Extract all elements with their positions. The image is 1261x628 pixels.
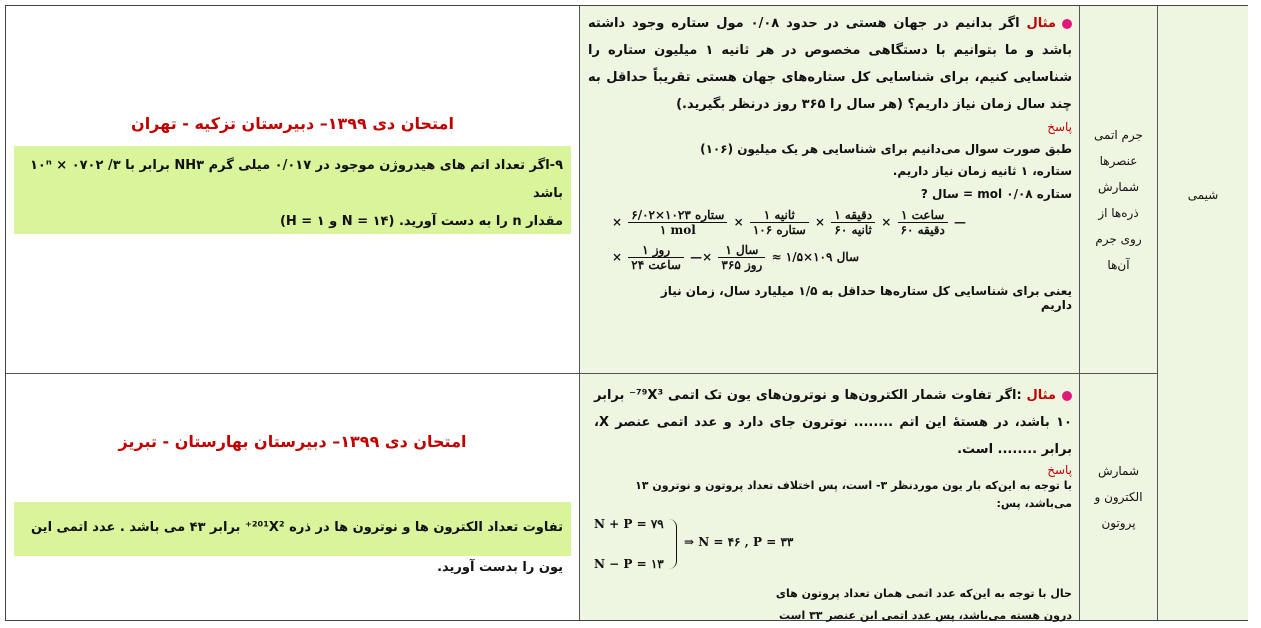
equation: N + P = ۷۹ (594, 517, 664, 531)
divider (1157, 6, 1158, 620)
question-line: مقدار n را به دست آورید. (N = ۱۴ و H = ۱) (279, 214, 563, 229)
solution-label: پاسخ (1047, 120, 1072, 134)
example-label: مثال (1026, 388, 1056, 403)
fraction: $\frac{\text{۱ دقیقه}}{\text{۶۰ ثانیه}}$ (831, 208, 875, 237)
exam-question-cell-1 (6, 6, 579, 373)
equation: N − P = ۱۳ (594, 557, 664, 571)
equation-result: ⇒ N = ۴۶ , P = ۳۳ (684, 535, 794, 549)
exam-title: امتحان دی ۱۳۹۹– دبیرستان تزکیه - تهران (131, 114, 454, 133)
bullet-icon (1062, 391, 1072, 401)
question-box (14, 146, 571, 234)
conversion-line-2: × $\frac{\text{۱ روز}}{\text{۲۴ ساعت}}$ —× $\frac{\text{۱ سال}}{\text{۳۶۵ روز}}$ ≈ ۱/۵×۱۰۹ سال (612, 243, 860, 272)
bullet-icon (1062, 19, 1072, 29)
exam-title: امتحان دی ۱۳۹۹– دبیرستان بهارستان - تبریز (118, 432, 467, 451)
example-body: اگر بدانیم در جهان هستی در حدود ۰/۰۸ مول ستاره وجود داشته باشد و ما بتوانیم با دستگاهی مخصوص در هر ثانیه ۱ میلیون ستاره را شناسایی کنیم، برای شناسایی کل ستاره‌های جهان هستی تقریباً حداقل به چند سال زمان نیاز داریم؟ (هر سال را ۳۶۵ روز درنظر بگیرید.) (588, 16, 1072, 112)
solution-line: طبق صورت سوال می‌دانیم برای شناسایی هر یک میلیون (۱۰۶) ستاره، ۱ ثانیه زمان نیاز داریم. (700, 142, 1072, 178)
topic-cell-2 (1080, 458, 1157, 536)
subject-cell (1158, 182, 1248, 208)
divider (579, 6, 580, 620)
example-text (588, 382, 1072, 463)
topic-label: شمارش الکترون و پروتون (1094, 464, 1143, 530)
conclusion: یعنی برای شناسایی کل ستاره‌ها حداقل به ۱/۵ میلیارد سال، زمان نیاز داریم (660, 284, 1072, 312)
brace-icon (668, 519, 677, 569)
exam-question-cell-2 (6, 374, 579, 620)
conversion-line-1: × $\frac{\text{۶/۰۲×۱۰۲۳ ستاره}}{\text{۱ mol}}$ × $\frac{\text{۱ ثانیه}}{\text{۱۰۶ ستاره}}$ × $\frac{\text{۱ دقیقه}}{\text{۶۰ ثانیه}}$ × $\frac{\text{۱ ساعت}}{\text{۶۰ دقیقه}}$ — (612, 208, 966, 237)
example-cell-2 (588, 382, 1072, 622)
solution-line: ستاره ۰/۰۸ mol = سال ? (920, 187, 1072, 201)
example-body: :اگر تفاوت شمار الکترون‌ها و نوترون‌های یون تک اتمی ⁷⁹X³⁻ برابر ۱۰ باشد، در هستهٔ این اتم ........ نوترون جای دارد و عدد اتمی عنصر X، برابر ........ است. (594, 388, 1072, 457)
fraction: $\frac{\text{۱ ساعت}}{\text{۶۰ دقیقه}}$ (898, 208, 948, 237)
example-label: مثال (1026, 16, 1056, 31)
solution-line: با توجه به این‌که بار یون موردنظر ۳- است، پس اختلاف تعداد پروتون و نوترون ۱۳ می‌باشد، پس: (635, 479, 1072, 510)
topic-label: جرم اتمی عنصرها شمارش ذره‌ها از روی جرم آن‌ها (1094, 128, 1143, 272)
question-line: ۹-اگر تعداد اتم های هیدروژن موجود در ۰/۰۱۷ میلی گرم NH۳ برابر با ۱۰ⁿ × ۰۷۰۲ ‌/۳ باشد (29, 158, 563, 201)
question-box (14, 502, 571, 575)
conclusion: حال با توجه به این‌که عدد اتمی همان تعداد پروتون های درون هسته می‌باشد، پس عدد اتمی این عنصر ۳۳ است (775, 587, 1072, 622)
fraction: $\frac{\text{۱ روز}}{\text{۲۴ ساعت}}$ (628, 243, 684, 272)
fraction: $\frac{\text{۱ سال}}{\text{۳۶۵ روز}}$ (718, 243, 765, 272)
fraction: $\frac{\text{۶/۰۲×۱۰۲۳ ستاره}}{\text{۱ mol}}$ (628, 208, 727, 237)
example-text (588, 10, 1072, 118)
fraction: $\frac{\text{۱ ثانیه}}{\text{۱۰۶ ستاره}}$ (750, 208, 809, 237)
question-line: تفاوت تعداد الکترون ها و نوترون ها در ذره ²⁰¹X²⁺ برابر ۴۳ می باشد . عدد اتمی این یون را بدست آورید. (30, 520, 563, 575)
subject-label: شیمی (1187, 188, 1219, 202)
solution-label: پاسخ (1047, 463, 1072, 477)
result: ≈ ۱/۵×۱۰۹ سال (771, 250, 860, 264)
document-table (5, 5, 1248, 621)
equation-system (588, 513, 1072, 573)
topic-cell-1 (1080, 122, 1157, 278)
example-cell-1 (588, 10, 1072, 370)
